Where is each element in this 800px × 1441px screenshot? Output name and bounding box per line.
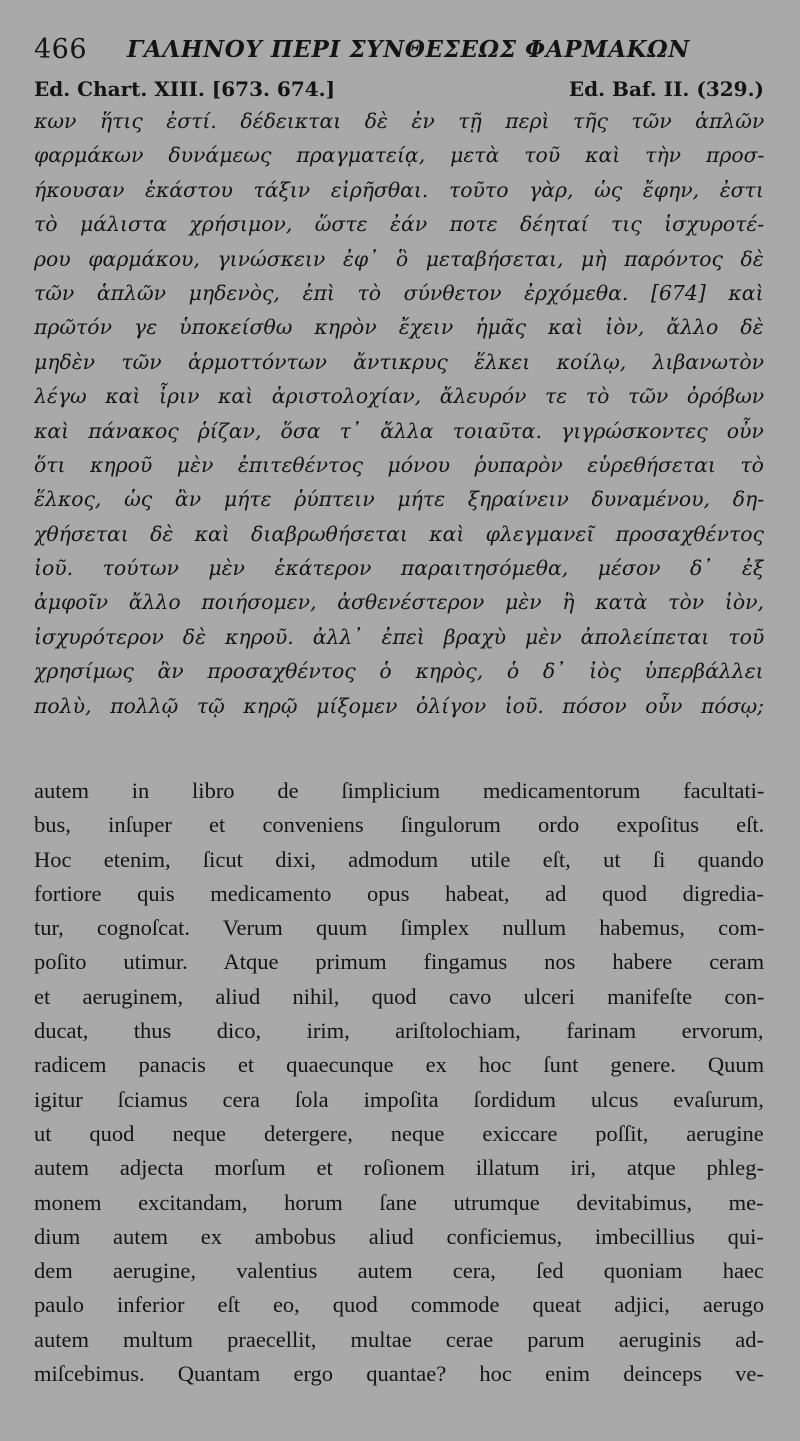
greek-text-line: καὶ πάνακος ῥίζαν, ὅσα τ᾽ ἄλλα τοιαῦτα. γιγρώσκοντες οὖν — [34, 418, 764, 443]
greek-text-line: ἰοῦ. τούτων μὲν ἑκάτερον παραιτησόμεθα, μέσον δ᾽ ἐξ — [34, 556, 764, 581]
greek-text-line: λέγω καὶ ἶριν καὶ ἀριστολοχίαν, ἄλευρόν τε τὸ τῶν ὀρόβων — [34, 384, 764, 409]
greek-text-line: ἀμφοῖν ἄλλο ποιήσομεν, ἀσθενέστερον μὲν ἢ κατὰ τὸν ἰὸν, — [34, 590, 764, 615]
latin-text-line: ut quod neque detergere, neque exiccare poſſit, aerugine — [34, 1120, 764, 1146]
edition-chartier-reference: Ed. Chart. XIII. [673. 674.] — [34, 77, 336, 101]
running-title: ΓΑΛΗΝΟΥ ΠΕΡΙ ΣΥΝΘΕΣΕΩΣ ΦΑΡΜΑΚΩΝ — [127, 36, 690, 63]
latin-text-line: dem aerugine, valentius autem cera, ſed quoniam haec — [34, 1258, 764, 1284]
greek-text-line: ἕλκος, ὡς ἂν μήτε ῥύπτειν μήτε ξηραίνειν δυναμένου, δη- — [34, 487, 764, 512]
latin-text-line: et aeruginem, aliud nihil, quod cavo ulceri manifeſte con- — [34, 983, 764, 1009]
greek-text-line: ὅτι κηροῦ μὲν ἐπιτεθέντος μόνου ῥυπαρὸν εὑρεθήσεται τὸ — [34, 452, 764, 477]
latin-text-block — [34, 774, 764, 1391]
greek-text-line: φαρμάκων δυνάμεως πραγματείᾳ, μετὰ τοῦ καὶ τὴν προσ- — [34, 143, 764, 168]
greek-text-line: ἰσχυρότερον δὲ κηροῦ. ἀλλ᾽ ἐπεὶ βραχὺ μὲν ἀπολείπεται τοῦ — [34, 624, 764, 649]
latin-text-line: igitur ſciamus cera ſola impoſita ſordidum ulcus evaſurum, — [34, 1086, 764, 1112]
latin-text-line: tur, cognoſcat. Verum quum ſimplex nullum habemus, com- — [34, 915, 764, 941]
greek-text-line: τὸ μάλιστα χρήσιμον, ὥστε ἐάν ποτε δέηταί τις ἰσχυροτέ- — [34, 212, 764, 237]
edition-reference-line — [34, 77, 764, 105]
latin-text-line: monem excitandam, horum ſane utrumque devitabimus, me- — [34, 1189, 764, 1215]
latin-text-line: Hoc etenim, ſicut dixi, admodum utile eſt, ut ſi quando — [34, 846, 764, 872]
greek-text-line: τῶν ἁπλῶν μηδενὸς, ἐπὶ τὸ σύνθετον ἐρχόμεθα. [674] καὶ — [34, 280, 764, 305]
greek-text-line: μηδὲν τῶν ἁρμοττόντων ἄντικρυς ἕλκει κοίλῳ, λιβανωτὸν — [34, 349, 764, 374]
latin-text-line: ducat, thus dico, irim, ariſtolochiam, farinam ervorum, — [34, 1018, 764, 1044]
latin-text-line: autem in libro de ſimplicium medicamentorum facultati- — [34, 778, 764, 803]
greek-text-line: χθήσεται δὲ καὶ διαβρωθήσεται καὶ φλεγμανεῖ προσαχθέντος — [34, 521, 764, 546]
latin-text-line: poſito utimur. Atque primum fingamus nos habere ceram — [34, 949, 764, 975]
greek-text-line: πολὺ, πολλῷ τῷ κηρῷ μίξομεν ὀλίγον ἰοῦ. πόσον οὖν πόσῳ; — [34, 693, 764, 718]
latin-text-line: radicem panacis et quaecunque ex hoc ſunt genere. Quum — [34, 1052, 764, 1078]
greek-text-block — [34, 104, 764, 723]
page-header — [34, 34, 764, 70]
greek-text-line: χρησίμως ἂν προσαχθέντος ὁ κηρὸς, ὁ δ᾽ ἰὸς ὑπερβάλλει — [34, 659, 764, 684]
greek-text-line: ήκουσαν ἑκάστου τάξιν εἰρῆσθαι. τοῦτο γὰρ, ὡς ἔφην, ἐστι — [34, 177, 764, 202]
greek-text-line: πρῶτόν γε ὑποκείσθω κηρὸν ἔχειν ἡμᾶς καὶ ἰὸν, ἄλλο δὲ — [34, 315, 764, 340]
greek-text-line: κων ἥτις ἐστί. δέδεικται δὲ ἐν τῇ περὶ τῆς τῶν ἁπλῶν — [34, 109, 764, 133]
latin-text-line: fortiore quis medicamento opus habeat, ad quod digredia- — [34, 880, 764, 906]
latin-text-line: bus, inſuper et conveniens ſingulorum ordo expoſitus eſt. — [34, 812, 764, 838]
latin-text-line: dium autem ex ambobus aliud conficiemus, imbecillius qui- — [34, 1223, 764, 1249]
latin-text-line: autem multum praecellit, multae cerae parum aeruginis ad- — [34, 1326, 764, 1352]
latin-text-line: miſcebimus. Quantam ergo quantae? hoc enim deinceps ve- — [34, 1361, 764, 1387]
page-number: 466 — [34, 34, 88, 65]
latin-text-line: autem adjecta morſum et roſionem illatum iri, atque phleg- — [34, 1155, 764, 1181]
edition-basel-reference: Ed. Baf. II. (329.) — [568, 77, 764, 101]
latin-text-line: paulo inferior eſt eo, quod commode queat adjici, aerugo — [34, 1292, 764, 1318]
greek-text-line: ρου φαρμάκου, γινώσκειν ἐφ᾽ ὃ μεταβήσεται, μὴ παρόντος δὲ — [34, 246, 764, 271]
